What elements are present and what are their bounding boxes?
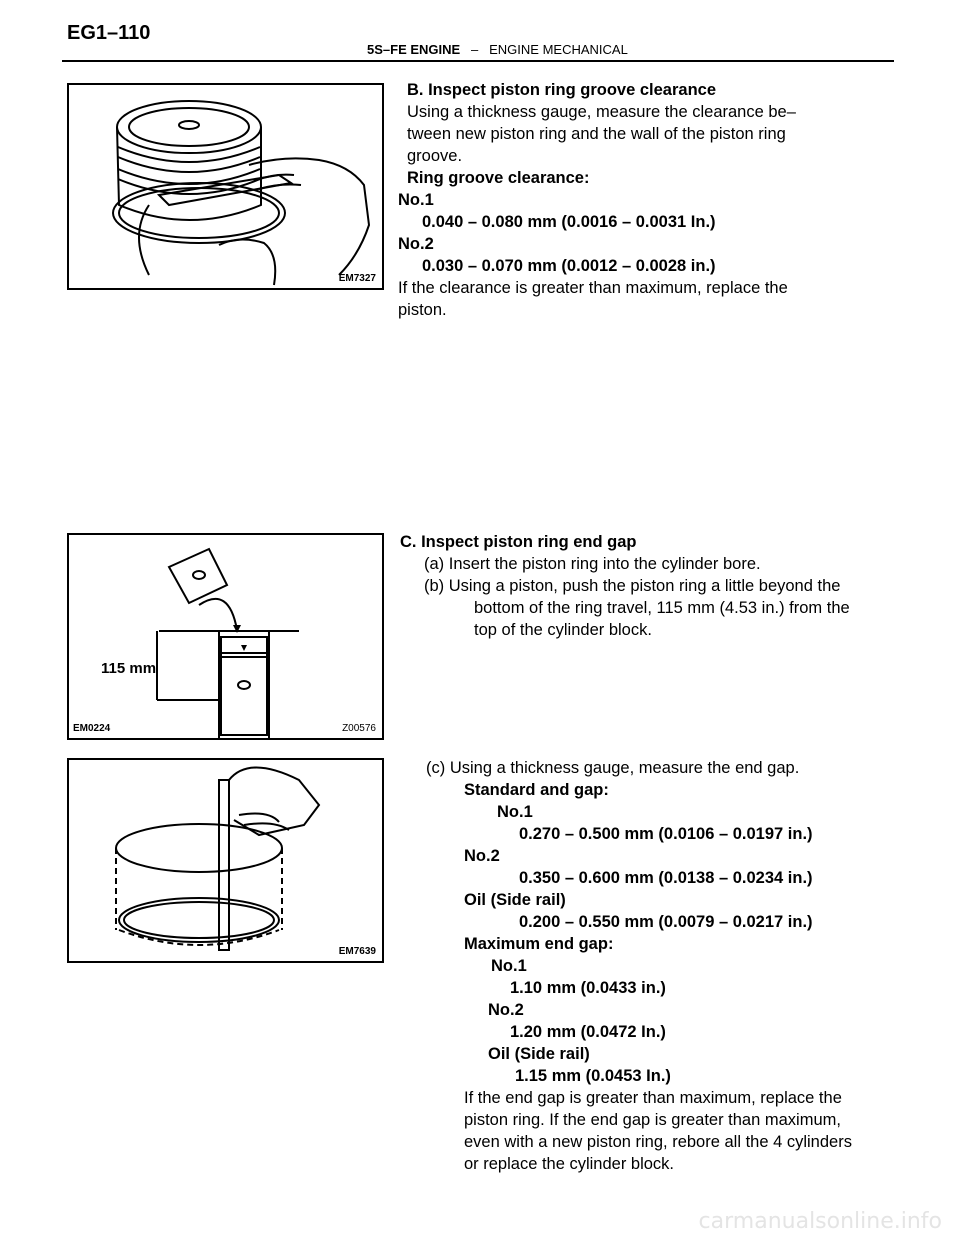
figure-end-gap-measure (67, 758, 384, 963)
max-label: No.2 (488, 1001, 524, 1019)
page-code: EG1–110 (67, 22, 151, 44)
running-header (367, 42, 628, 57)
max-value: 1.10 mm (0.0433 in.) (510, 979, 666, 997)
figure-code: EM7327 (338, 273, 376, 284)
std-value: 0.270 – 0.500 mm (0.0106 – 0.0197 in.) (519, 825, 813, 843)
section-b-note: piston. (398, 301, 447, 319)
section-c-measure (426, 757, 852, 1175)
max-label: No.1 (491, 957, 527, 975)
figure-ring-groove-clearance (67, 83, 384, 290)
spec-label: No.1 (398, 191, 434, 209)
std-label: Oil (Side rail) (464, 891, 566, 909)
dimension-label: 115 mm (101, 660, 157, 677)
end-gap-illustration (69, 760, 382, 961)
header-rule (62, 60, 894, 62)
max-label: Oil (Side rail) (488, 1045, 590, 1063)
watermark: carmanualsonline.info (698, 1209, 942, 1234)
step-a: (a) Insert the piston ring into the cylinder bore. (424, 555, 761, 573)
section-c-title: C. Inspect piston ring end gap (400, 533, 637, 551)
header-section: ENGINE MECHANICAL (489, 42, 628, 57)
end-note: or replace the cylinder block. (464, 1155, 675, 1173)
std-label: No.1 (497, 803, 533, 821)
std-value: 0.200 – 0.550 mm (0.0079 – 0.0217 in.) (519, 913, 813, 931)
figure-ring-insertion (67, 533, 384, 740)
std-label: No.2 (464, 847, 500, 865)
step-b: (b) Using a piston, push the piston ring a little beyond the (424, 577, 841, 595)
section-b-line: Using a thickness gauge, measure the clearance be– (407, 103, 796, 121)
section-b-line: groove. (407, 147, 463, 165)
section-b-line: tween new piston ring and the wall of the piston ring (407, 125, 786, 143)
section-b-note: If the clearance is greater than maximum, replace the (398, 279, 788, 297)
spec-value: 0.040 – 0.080 mm (0.0016 – 0.0031 In.) (422, 213, 716, 231)
ring-insertion-illustration (69, 535, 382, 738)
header-engine: 5S–FE ENGINE (367, 42, 461, 57)
end-note: If the end gap is greater than maximum, replace the (464, 1089, 842, 1107)
step-b-cont: top of the cylinder block. (474, 621, 652, 639)
spec-title: Ring groove clearance: (407, 169, 590, 187)
spec-label: No.2 (398, 235, 434, 253)
figure-code: EM7639 (338, 946, 376, 957)
section-b-title: B. Inspect piston ring groove clearance (407, 81, 716, 99)
step-b-cont: bottom of the ring travel, 115 mm (4.53 in.) from the (474, 599, 850, 617)
max-value: 1.20 mm (0.0472 In.) (510, 1023, 666, 1041)
std-value: 0.350 – 0.600 mm (0.0138 – 0.0234 in.) (519, 869, 813, 887)
figure-code: EM0224 (73, 723, 111, 734)
end-note: piston ring. If the end gap is greater than maximum, (464, 1111, 841, 1129)
end-note: even with a new piston ring, rebore all the 4 cylinders (464, 1133, 852, 1151)
max-value: 1.15 mm (0.0453 In.) (515, 1067, 671, 1085)
header-separator: – (471, 42, 479, 57)
max-title: Maximum end gap: (464, 935, 614, 953)
spec-value: 0.030 – 0.070 mm (0.0012 – 0.0028 in.) (422, 257, 716, 275)
section-b (398, 79, 796, 321)
std-title: Standard and gap: (464, 781, 609, 799)
section-c (400, 531, 850, 641)
figure-ref: Z00576 (342, 723, 376, 734)
step-c: (c) Using a thickness gauge, measure the end gap. (426, 759, 800, 777)
ring-groove-illustration (69, 85, 382, 288)
